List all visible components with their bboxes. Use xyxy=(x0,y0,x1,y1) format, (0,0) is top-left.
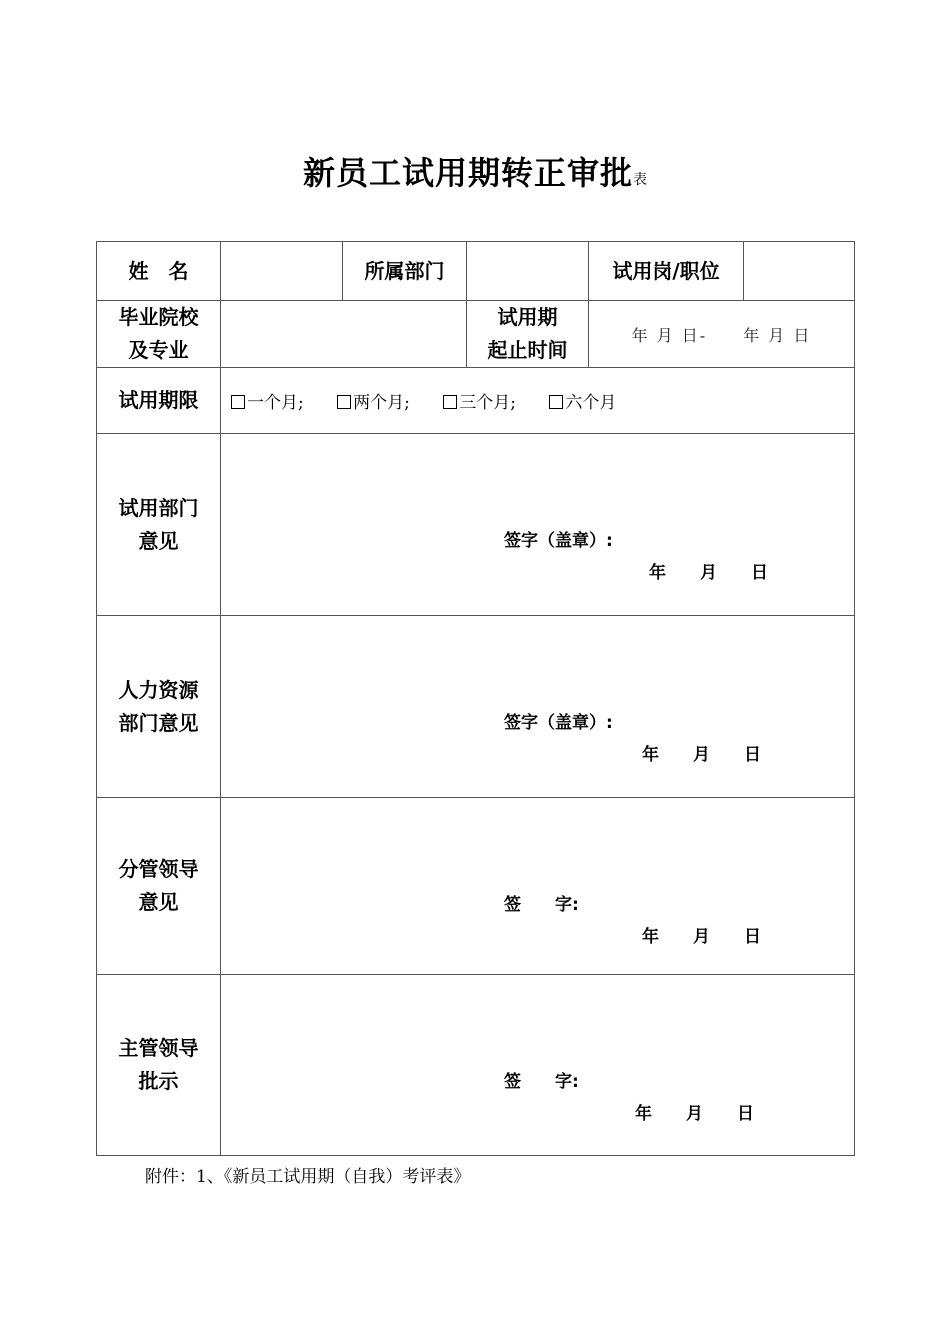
label-line2: 部门意见 xyxy=(118,710,199,735)
signature-seal-label: 签字（盖章）: xyxy=(504,531,613,551)
date-label: 年 月 日 xyxy=(642,927,761,947)
probation-period-label xyxy=(467,301,589,368)
date-label: 年 月 日 xyxy=(635,1104,754,1124)
period-label-line1: 试用期 xyxy=(497,305,558,329)
school-label-line1: 毕业院校 xyxy=(118,305,199,329)
term-option-4[interactable] xyxy=(549,388,616,413)
title-main: 新员工试用期转正审批 xyxy=(302,154,633,192)
approval-form-table xyxy=(96,241,855,1156)
term-option-3[interactable] xyxy=(443,388,516,413)
document-title xyxy=(0,148,950,194)
label-line1: 主管领导 xyxy=(118,1036,199,1060)
label-line2: 批示 xyxy=(138,1069,179,1093)
chief-leader-instruction-field[interactable] xyxy=(221,975,855,1156)
probation-term-label: 试用期限 xyxy=(97,368,221,434)
row-probation-term xyxy=(97,368,855,434)
label-line2: 意见 xyxy=(138,890,179,914)
division-leader-label xyxy=(97,798,221,975)
dept-opinion-field[interactable] xyxy=(221,434,855,616)
position-label: 试用岗/职位 xyxy=(589,242,744,301)
position-field[interactable] xyxy=(744,242,855,301)
name-label: 姓 名 xyxy=(97,242,221,301)
row-basic-info xyxy=(97,242,855,301)
school-major-label xyxy=(97,301,221,368)
row-dept-opinion xyxy=(97,434,855,616)
dept-opinion-label xyxy=(97,434,221,616)
row-school-period xyxy=(97,301,855,368)
school-major-field[interactable] xyxy=(221,301,467,368)
term-option-label: 六个月 xyxy=(565,393,617,413)
attachment-note: 附件：1、《新员工试用期（自我）考评表》 xyxy=(145,1167,471,1187)
school-label-line2: 及专业 xyxy=(128,338,189,362)
probation-period-field[interactable]: 年 月 日- 年 月 日 xyxy=(589,301,855,368)
chief-leader-label xyxy=(97,975,221,1156)
row-division-leader-opinion xyxy=(97,798,855,975)
label-line1: 分管领导 xyxy=(118,857,199,881)
signature-seal-label: 签字（盖章）: xyxy=(504,713,613,733)
department-field[interactable] xyxy=(467,242,589,301)
hr-opinion-field[interactable] xyxy=(221,616,855,798)
row-chief-leader-instruction xyxy=(97,975,855,1156)
checkbox-icon[interactable] xyxy=(549,395,563,409)
division-leader-opinion-field[interactable] xyxy=(221,798,855,975)
signature-label: 签 字: xyxy=(504,895,579,915)
label-line1: 人力资源 xyxy=(118,677,199,702)
checkbox-icon[interactable] xyxy=(443,395,457,409)
label-line1: 试用部门 xyxy=(118,495,199,520)
title-suffix: 表 xyxy=(633,172,647,188)
period-label-line2: 起止时间 xyxy=(487,338,568,362)
term-option-2[interactable] xyxy=(337,388,410,413)
term-option-label: 三个月; xyxy=(459,393,517,413)
term-option-label: 一个月; xyxy=(247,393,304,413)
department-label: 所属部门 xyxy=(343,242,467,301)
checkbox-icon[interactable] xyxy=(231,395,245,409)
label-line2: 意见 xyxy=(138,528,179,553)
term-option-1[interactable] xyxy=(231,388,304,413)
term-option-label: 两个月; xyxy=(353,393,410,413)
date-label: 年 月 日 xyxy=(649,563,768,583)
name-field[interactable] xyxy=(221,242,343,301)
checkbox-icon[interactable] xyxy=(337,395,351,409)
signature-label: 签 字: xyxy=(504,1072,579,1092)
probation-term-options xyxy=(221,368,855,434)
hr-opinion-label xyxy=(97,616,221,798)
date-label: 年 月 日 xyxy=(642,745,761,765)
row-hr-opinion xyxy=(97,616,855,798)
